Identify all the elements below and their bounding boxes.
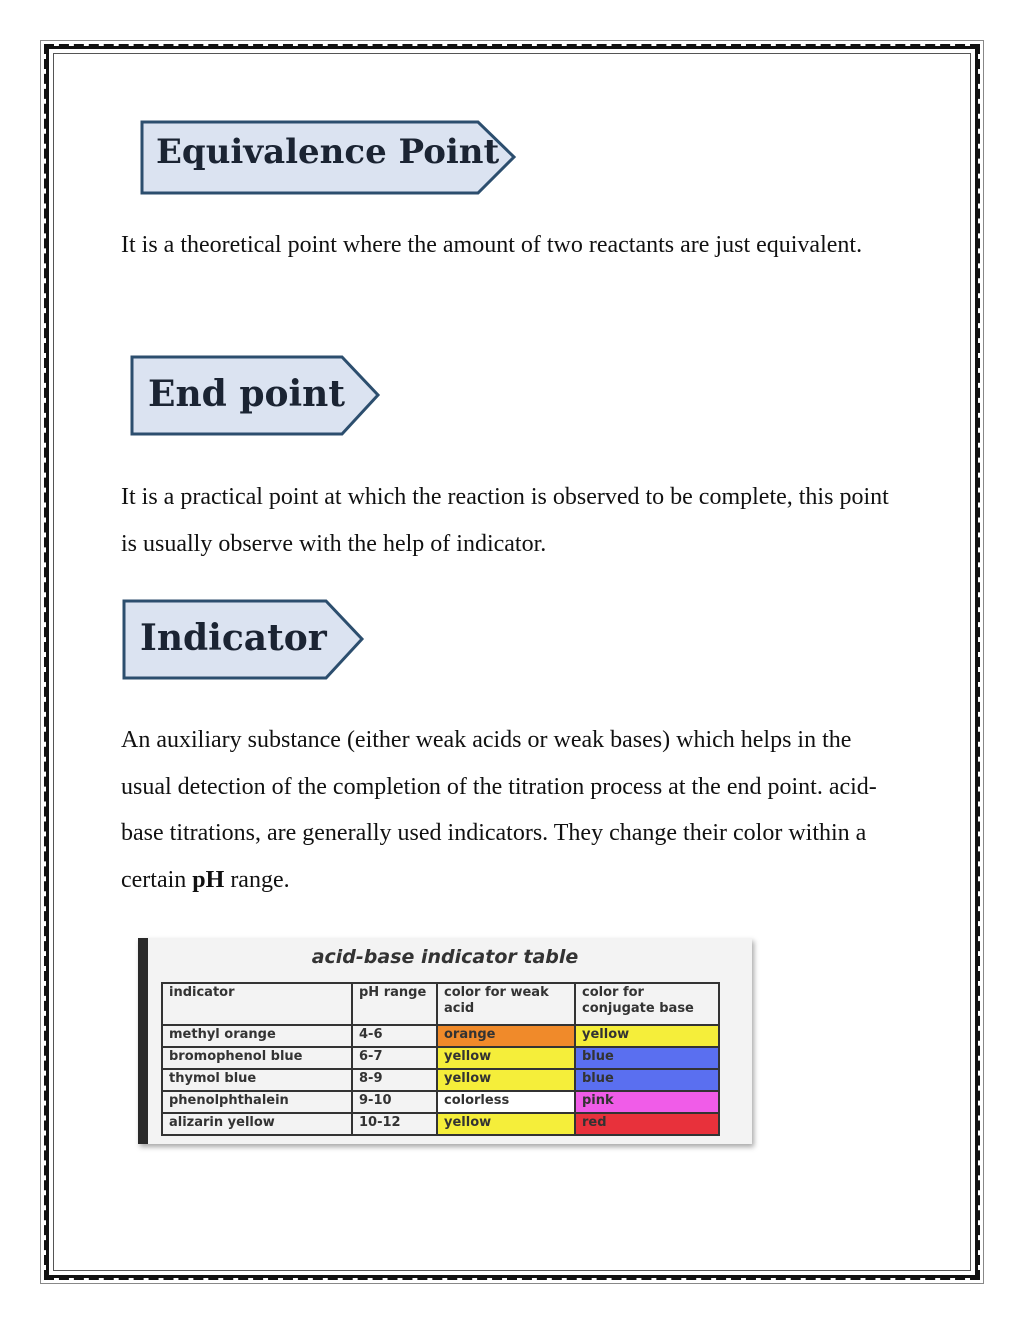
header-indicator: indicator [162, 983, 352, 1025]
conjugate-base-color-cell: red [575, 1113, 719, 1135]
ph-range-cell: 10-12 [352, 1113, 437, 1135]
indicator-table-figure [138, 938, 752, 1144]
conjugate-base-color-cell: pink [575, 1091, 719, 1113]
table-row [162, 1025, 719, 1047]
conjugate-base-color-cell: blue [575, 1069, 719, 1091]
header-ph-range: pH range [352, 983, 437, 1025]
indicator-text-start: An auxiliary substance (either weak acids or weak bases) which helps in the usual detection of the completion of the titration process at the end point. acid-base titrations, are generally used indicators. They change their color within a certain [121, 727, 877, 893]
ph-range-cell: 8-9 [352, 1069, 437, 1091]
weak-acid-color-cell: yellow [437, 1113, 575, 1135]
end-point-banner [130, 355, 382, 437]
equivalence-point-heading: Equivalence Point [156, 132, 500, 172]
indicator-name-cell: alizarin yellow [162, 1113, 352, 1135]
equivalence-point-banner [140, 120, 518, 196]
end-point-heading: End point [148, 373, 345, 415]
weak-acid-color-cell: colorless [437, 1091, 575, 1113]
table-row [162, 1047, 719, 1069]
indicator-table-title: acid-base indicator table [311, 946, 579, 968]
indicator-name-cell: methyl orange [162, 1025, 352, 1047]
indicator-text-end: range. [224, 866, 290, 893]
ph-range-cell: 6-7 [352, 1047, 437, 1069]
indicator-name-cell: bromophenol blue [162, 1047, 352, 1069]
weak-acid-color-cell: yellow [437, 1069, 575, 1091]
figure-left-bar [138, 938, 148, 1144]
ph-range-cell: 9-10 [352, 1091, 437, 1113]
table-row [162, 1091, 719, 1113]
table-row [162, 1069, 719, 1091]
indicator-banner [122, 599, 366, 681]
indicator-name-cell: thymol blue [162, 1069, 352, 1091]
conjugate-base-color-cell: yellow [575, 1025, 719, 1047]
table-row [162, 1113, 719, 1135]
conjugate-base-color-cell: blue [575, 1047, 719, 1069]
end-point-text: It is a practical point at which the reaction is observed to be complete, this point is usually observe with the help of indicator. [121, 484, 889, 557]
table-header-row [162, 983, 719, 1025]
header-weak-acid-color: color for weak acid [437, 983, 575, 1025]
indicator-text [121, 717, 901, 903]
ph-term: pH [192, 866, 225, 893]
equivalence-point-text: It is a theoretical point where the amount of two reactants are just equivalent. [121, 232, 863, 258]
weak-acid-color-cell: yellow [437, 1047, 575, 1069]
ph-range-cell: 4-6 [352, 1025, 437, 1047]
weak-acid-color-cell: orange [437, 1025, 575, 1047]
indicator-heading: Indicator [140, 617, 327, 659]
indicator-name-cell: phenolphthalein [162, 1091, 352, 1113]
header-conjugate-base-color: color for conjugate base [575, 983, 719, 1025]
indicator-table [161, 982, 720, 1136]
